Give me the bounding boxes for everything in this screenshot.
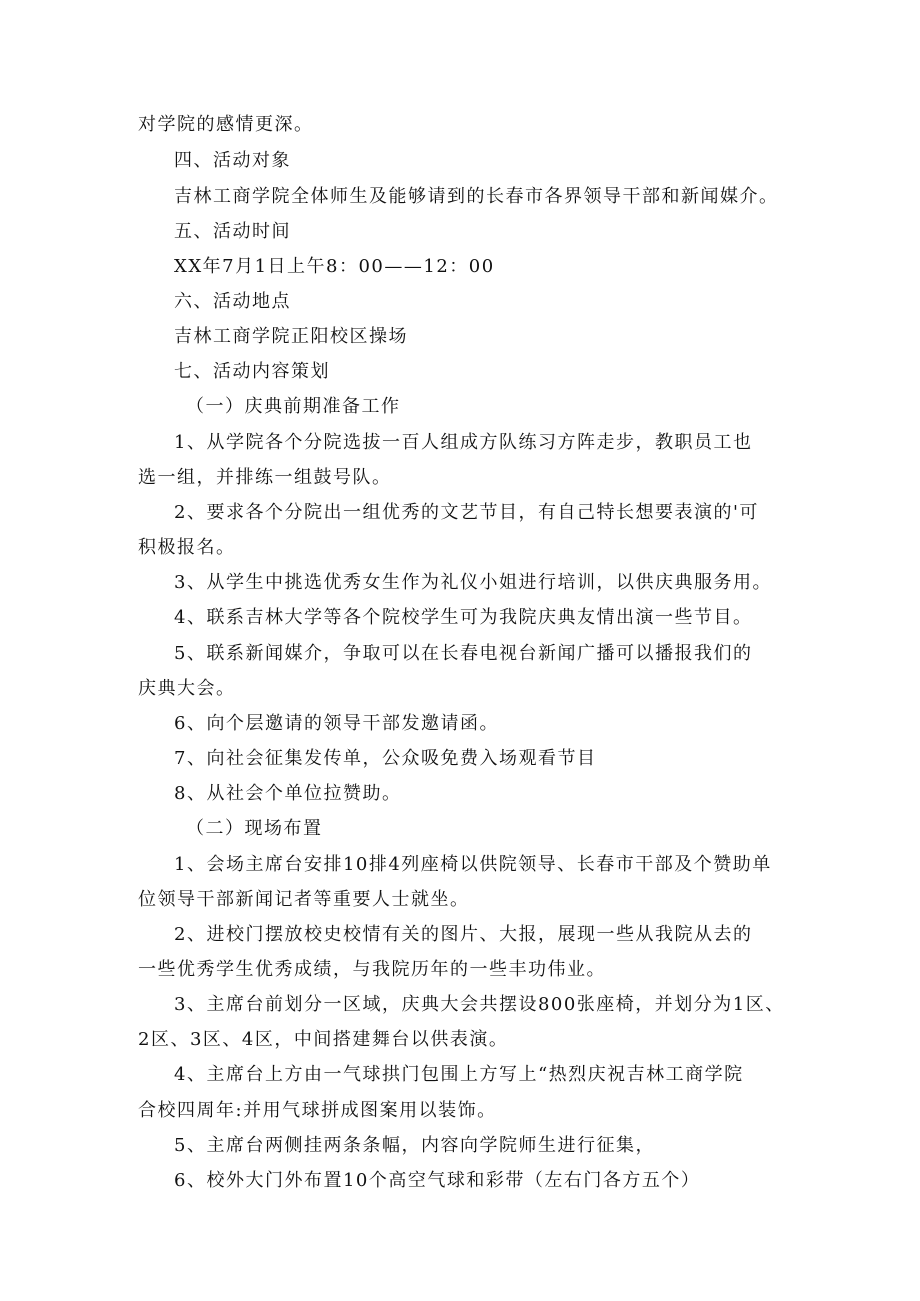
text-line: 合校四周年:并用气球拼成图案用以装饰。 (138, 1100, 497, 1121)
text-line: 对学院的感情更深。 (138, 114, 314, 135)
text-line: 7、向社会征集发传单，公众吸免费入场观看节目 (174, 748, 597, 769)
text-line: XX年7月1日上午8：00——12：00 (174, 256, 495, 277)
text-line: 2区、3区、4区，中间搭建舞台以供表演。 (138, 1029, 509, 1050)
text-line: 1、从学院各个分院选拔一百人组成方队练习方阵走步，教职员工也 (174, 432, 753, 453)
text-line: 3、从学生中挑选优秀女生作为礼仪小姐进行培训，以供庆典服务用。 (174, 572, 772, 593)
text-line: 吉林工商学院全体师生及能够请到的长春市各界领导干部和新闻媒介。 (174, 186, 779, 207)
text-line: 积极报名。 (138, 537, 236, 558)
text-line: 庆典大会。 (138, 678, 236, 699)
text-line: 4、主席台上方由一气球拱门包围上方写上“热烈庆祝吉林工商学院 (174, 1064, 744, 1085)
text-line: 8、从社会个单位拉赞助。 (174, 783, 402, 804)
section-heading: 六、活动地点 (174, 291, 291, 312)
text-line: 2、要求各个分院出一组优秀的文艺节目，有自己特长想要表演的'可 (174, 502, 759, 523)
text-line: 5、联系新闻媒介，争取可以在长春电视台新闻广播可以播报我们的 (174, 643, 753, 664)
section-heading: 四、活动对象 (174, 150, 291, 171)
text-line: 4、联系吉林大学等各个院校学生可为我院庆典友情出演一些节目。 (174, 607, 753, 628)
text-line: 吉林工商学院正阳校区操场 (174, 326, 408, 347)
text-line: 选一组，并排练一组鼓号队。 (138, 467, 392, 488)
section-heading: 七、活动内容策划 (174, 361, 330, 382)
text-line: 2、进校门摆放校史校情有关的图片、大报，展现一些从我院从去的 (174, 924, 753, 945)
text-line: 1、会场主席台安排10排4列座椅以供院领导、长春市干部及个赞助单 (174, 854, 772, 875)
text-line: 5、主席台两侧挂两条条幅，内容向学院师生进行征集， (174, 1135, 655, 1156)
text-line: 6、向个层邀请的领导干部发邀请函。 (174, 713, 499, 734)
text-line: 一些优秀学生优秀成绩，与我院历年的一些丰功伟业。 (138, 959, 606, 980)
subsection-heading: （一）庆典前期准备工作 (186, 396, 401, 417)
subsection-heading: （二）现场布置 (186, 818, 323, 839)
text-line: 6、校外大门外布置10个高空气球和彩带（左右门各方五个） (174, 1170, 701, 1191)
text-line: 3、主席台前划分一区域，庆典大会共摆设800张座椅，并划分为1区、 (174, 994, 785, 1015)
section-heading: 五、活动时间 (174, 221, 291, 242)
text-line: 位领导干部新闻记者等重要人士就坐。 (138, 889, 470, 910)
